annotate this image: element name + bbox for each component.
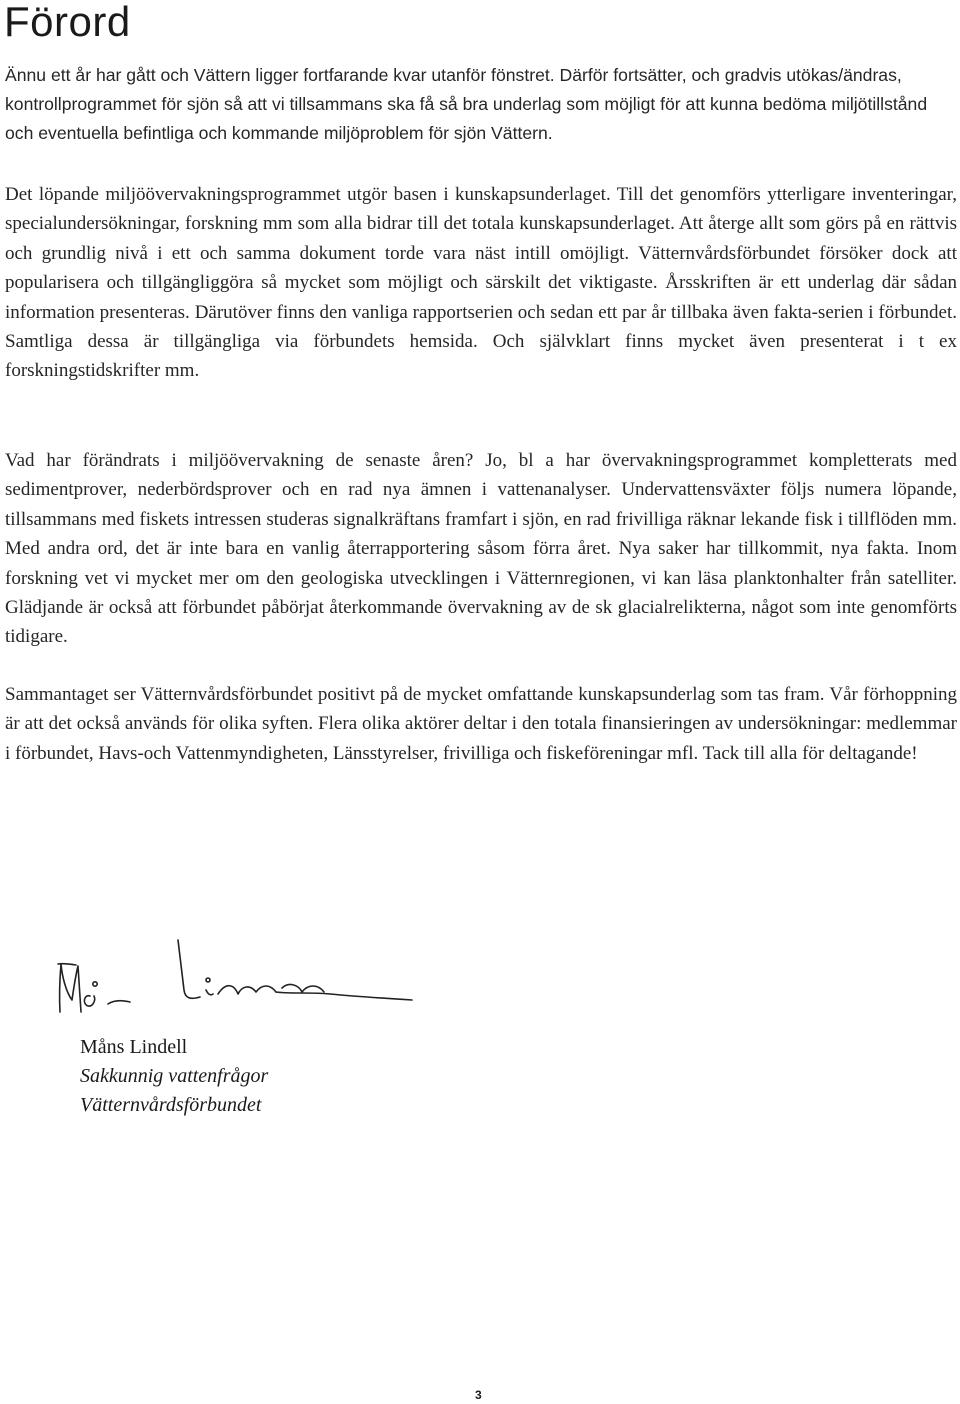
signature-block <box>80 1033 268 1120</box>
handwritten-signature <box>50 934 420 1044</box>
body-paragraph: Det löpande miljöövervakningsprogrammet utgör basen i kunskapsunderlaget. Till det genomförs ytterligare inventeringar, specialundersökningar, forskning mm som alla bidrar till det totala kunskapsunderlaget. Att återge allt som görs på en rättvis och grundlig nivå i ett och samma dokument torde vara näst intill omöjligt. Vätternvårdsförbundet försöker dock att popularisera och tillgängliggöra så mycket som möjligt och särskilt det viktigaste. Årsskriften är ett underlag där sådan information presenteras. Därutöver finns den vanliga rapportserien och sedan ett par år tillbaka även fakta-serien i förbundet. Samtliga dessa är tillgängliga via förbundets hemsida. Och självklart finns mycket även presenterat i t ex forskningstidskrifter mm. <box>5 184 957 382</box>
signer-name: Måns Lindell <box>80 1036 188 1058</box>
signer-role: Sakkunnig vattenfrågor <box>80 1065 269 1087</box>
page-number: 3 <box>475 1388 482 1402</box>
body-paragraph: Sammantaget ser Vätternvårdsförbundet positivt på de mycket omfattande kunskapsunderlag som tas fram. Vår förhoppning är att det också används för olika syften. Flera olika aktörer deltar i den totala finansieringen av undersökningar: medlemmar i förbundet, Havs-och Vattenmyndigheten, Länsstyrelser, frivilliga och fiskeföreningar mfl. Tack till alla för deltagande! <box>5 684 957 764</box>
page-title: Förord <box>4 0 131 45</box>
intro-paragraph: Ännu ett år har gått och Vättern ligger fortfarande kvar utanför fönstret. Därför fortsätter, och gradvis utökas/ändras, kontrollprogrammet för sjön så att vi tillsammans ska få så bra underlag som möjligt för att kunna bedöma miljötillstånd och eventuella befintliga och kommande miljöproblem för sjön Vättern. <box>5 65 928 143</box>
body-paragraph: Vad har förändrats i miljöövervakning de senaste åren? Jo, bl a har övervakningsprogrammet kompletterats med sedimentprover, nederbördsprover och en rad nya ämnen i vattenanalyser. Undervattensväxter följs numera löpande, tillsammans med fiskets intressen studeras signalkräftans framfart i sjön, en rad frivilliga räknar lekande fisk i tillflöden mm. Med andra ord, det är inte bara en vanlig återrapportering såsom förra året. Nya saker har tillkommit, nya fakta. Inom forskning vet vi mycket mer om den geologiska utvecklingen i Vätternregionen, vi kan läsa planktonhalter från satelliter. Glädjande är också att förbundet påbörjat återkommande övervakning av de sk glacialrelikterna, något som inte genomförts tidigare. <box>5 450 957 648</box>
signer-organization: Vätternvårdsförbundet <box>80 1094 262 1116</box>
